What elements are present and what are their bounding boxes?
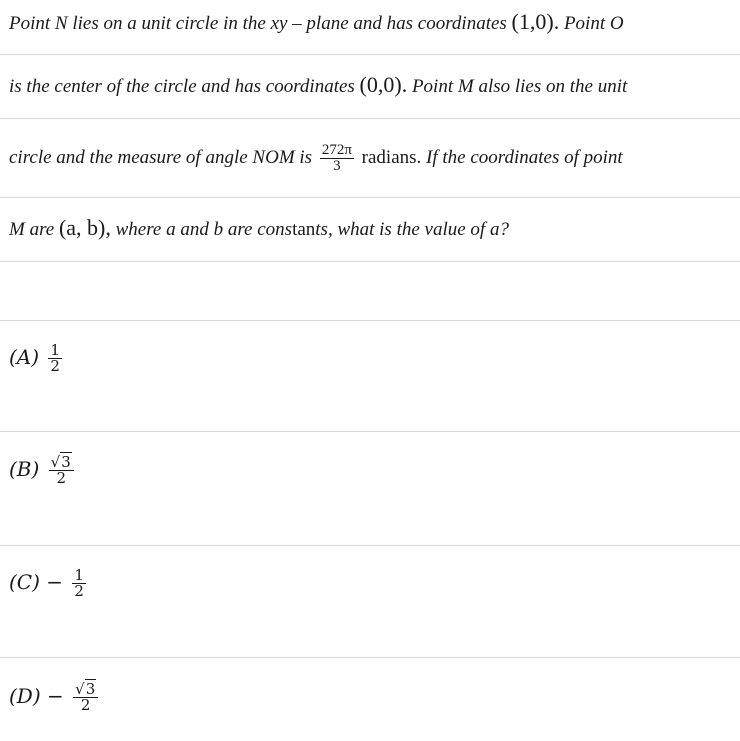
- option-denominator: 2: [50, 357, 60, 375]
- option-c[interactable]: [9, 568, 89, 599]
- option-a[interactable]: [9, 343, 65, 374]
- row-divider: [0, 320, 740, 321]
- question-line-1: [9, 10, 624, 36]
- question-text: radians.: [361, 146, 422, 168]
- angle-numerator: 272π: [321, 142, 352, 158]
- angle-denominator: 3: [333, 158, 341, 174]
- option-fraction: [48, 343, 62, 374]
- sqrt-icon: √: [75, 680, 85, 698]
- option-letter: (C): [9, 570, 40, 594]
- option-numerator: 3: [85, 680, 96, 698]
- option-fraction: [73, 682, 98, 713]
- option-letter: (D): [9, 684, 41, 708]
- question-text: If the coordinates of point: [426, 146, 623, 168]
- option-denominator: 2: [56, 469, 66, 487]
- angle-fraction: [320, 143, 354, 174]
- row-divider: [0, 657, 740, 658]
- option-b[interactable]: [9, 455, 77, 486]
- option-sign: −: [46, 570, 64, 594]
- option-numerator: 1: [74, 566, 84, 584]
- option-d[interactable]: [9, 682, 101, 713]
- row-divider: [0, 197, 740, 198]
- question-text: ts, what is the value of a?: [315, 219, 509, 240]
- row-divider: [0, 118, 740, 119]
- question-text: tan: [292, 219, 316, 240]
- question-text: is the center of the circle and has coordinates: [9, 76, 355, 97]
- option-numerator: 3: [61, 453, 71, 471]
- question-text: M are: [9, 219, 55, 240]
- row-divider: [0, 261, 740, 262]
- sqrt-icon: √: [50, 453, 61, 471]
- question-text: circle and the measure of angle NOM is: [9, 146, 313, 168]
- option-denominator: 2: [74, 582, 84, 600]
- option-numerator: 1: [50, 341, 60, 359]
- row-divider: [0, 545, 740, 546]
- coordinate-m: (a, b),: [58, 215, 111, 240]
- question-line-4: [9, 216, 509, 242]
- question-text: Point O: [563, 13, 624, 34]
- question-line-2: [9, 73, 627, 99]
- question-text: Point M also lies on the unit: [411, 76, 628, 97]
- option-letter: (B): [9, 457, 40, 481]
- option-fraction: [72, 568, 86, 599]
- option-denominator: 2: [80, 696, 91, 714]
- option-letter: (A): [9, 345, 40, 369]
- question-line-3: [9, 143, 623, 174]
- option-sign: −: [47, 684, 64, 708]
- coordinate-n: (1,0).: [511, 9, 560, 34]
- option-fraction: [49, 455, 74, 486]
- row-divider: [0, 54, 740, 55]
- question-text: where a and b are cons: [115, 219, 293, 240]
- question-text: Point N lies on a unit circle in the xy – plane and has coordinates: [9, 13, 507, 34]
- coordinate-o: (0,0).: [359, 72, 408, 97]
- row-divider: [0, 431, 740, 432]
